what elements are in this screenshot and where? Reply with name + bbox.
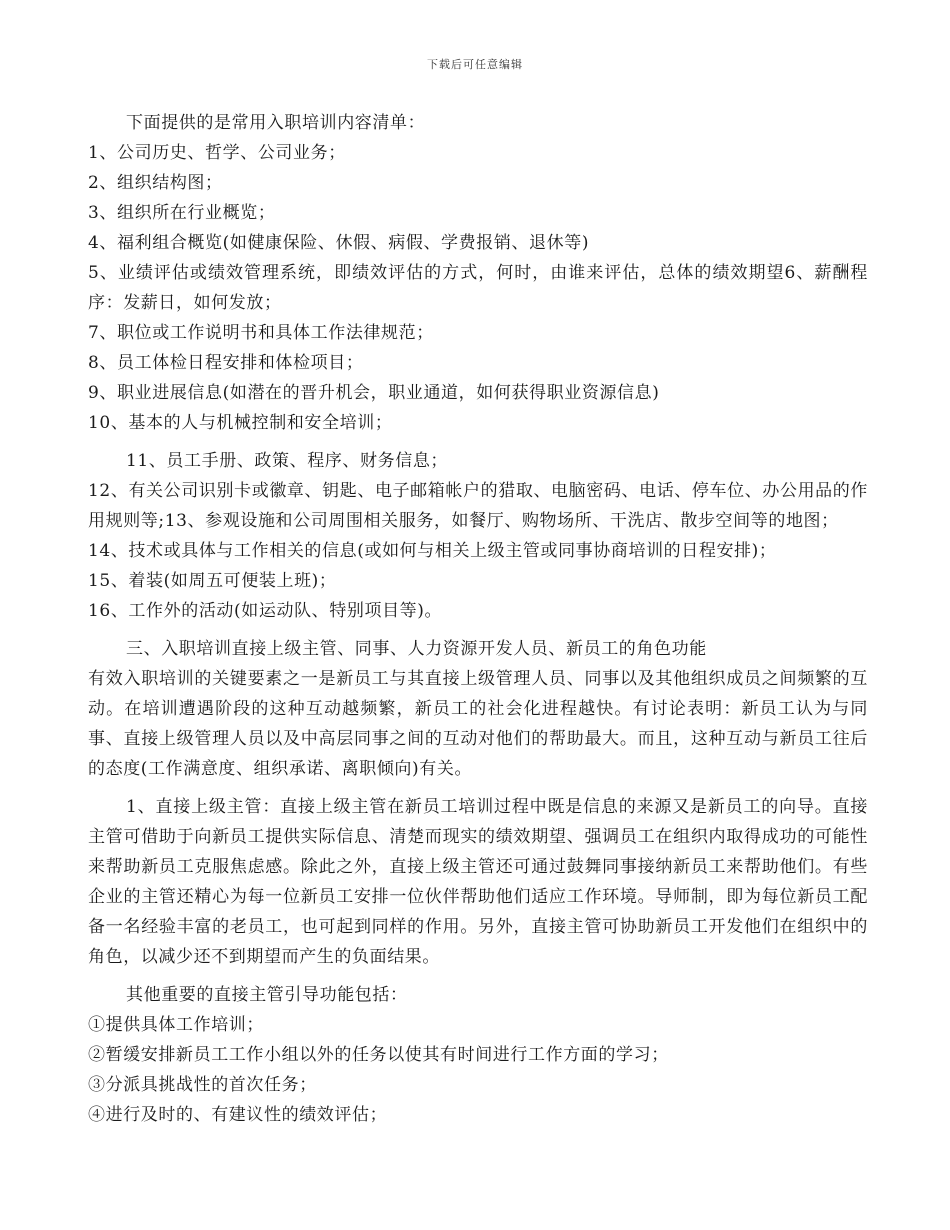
list-item: 12、有关公司识别卡或徽章、钥匙、电子邮箱帐户的猎取、电脑密码、电话、停车位、办公用品的作用规则等;13、参观设施和公司周围相关服务，如餐厅、购物场所、干洗店、散步空间等的地图； — [88, 481, 868, 531]
document-body — [88, 108, 868, 1130]
list-item: 7、职位或工作说明书和具体工作法律规范； — [88, 323, 434, 343]
paragraph: 1、直接上级主管：直接上级主管在新员工培训过程中既是信息的来源又是新员工的向导。直接主管可借助于向新员工提供实际信息、清楚而现实的绩效期望、强调员工在组织内取得成功的可能性来帮助新员工克服焦虑感。除此之外，直接上级主管还可通过鼓舞同事接纳新员工来帮助他们。有些企业的主管还精心为每一位新员工安排一位伙伴帮助他们适应工作环境。导师制，即为每位新员工配备一名经验丰富的老员工，也可起到同样的作用。另外，直接主管可协助新员工开发他们在组织中的角色，以减少还不到期望而产生的负面结果。 — [88, 797, 868, 967]
list-item: 10、基本的人与机械控制和安全培训； — [88, 413, 393, 433]
list-item: 3、组织所在行业概览； — [88, 203, 276, 223]
paragraph-intro: 下面提供的是常用入职培训内容清单： — [126, 113, 426, 133]
list-item: ②暂缓安排新员工工作小组以外的任务以使其有时间进行工作方面的学习； — [88, 1045, 669, 1065]
list-item: 1、公司历史、哲学、公司业务； — [88, 143, 346, 163]
paragraph: 有效入职培训的关键要素之一是新员工与其直接上级管理人员、同事以及其他组织成员之间频繁的互动。在培训遭遇阶段的这种互动越频繁，新员工的社会化进程越快。有讨论表明：新员工认为与同事、直接上级管理人员以及中高层同事之间的互动对他们的帮助最大。而且，这种互动与新员工往后的态度(工作满意度、组织承诺、离职倾向)有关。 — [88, 669, 868, 779]
section-heading: 三、入职培训直接上级主管、同事、人力资源开发人员、新员工的角色功能 — [126, 639, 707, 659]
list-item: ③分派具挑战性的首次任务； — [88, 1075, 317, 1095]
list-item: 14、技术或具体与工作相关的信息(或如何与相关上级主管或同事协商培训的日程安排)； — [88, 541, 777, 561]
list-item: ①提供具体工作培训； — [88, 1015, 264, 1035]
page-header-note: 下载后可任意编辑 — [427, 58, 523, 71]
list-item: 2、组织结构图； — [88, 173, 223, 193]
list-item: 4、福利组合概览(如健康保险、休假、病假、学费报销、退休等) — [88, 233, 590, 253]
list-item: 8、员工体检日程安排和体检项目； — [88, 353, 364, 373]
list-item: 11、员工手册、政策、程序、财务信息； — [126, 451, 449, 471]
list-item: 5、业绩评估或绩效管理系统，即绩效评估的方式，何时，由谁来评估，总体的绩效期望6、薪酬程序：发薪日，如何发放； — [88, 263, 868, 313]
list-item: 15、着装(如周五可便装上班)； — [88, 571, 337, 591]
list-item: 9、职业进展信息(如潜在的晋升机会，职业通道，如何获得职业资源信息) — [88, 383, 660, 403]
list-item: 16、工作外的活动(如运动队、特别项目等)。 — [88, 601, 443, 621]
paragraph: 其他重要的直接主管引导功能包括： — [126, 985, 408, 1005]
list-item: ④进行及时的、有建议性的绩效评估； — [88, 1105, 388, 1125]
